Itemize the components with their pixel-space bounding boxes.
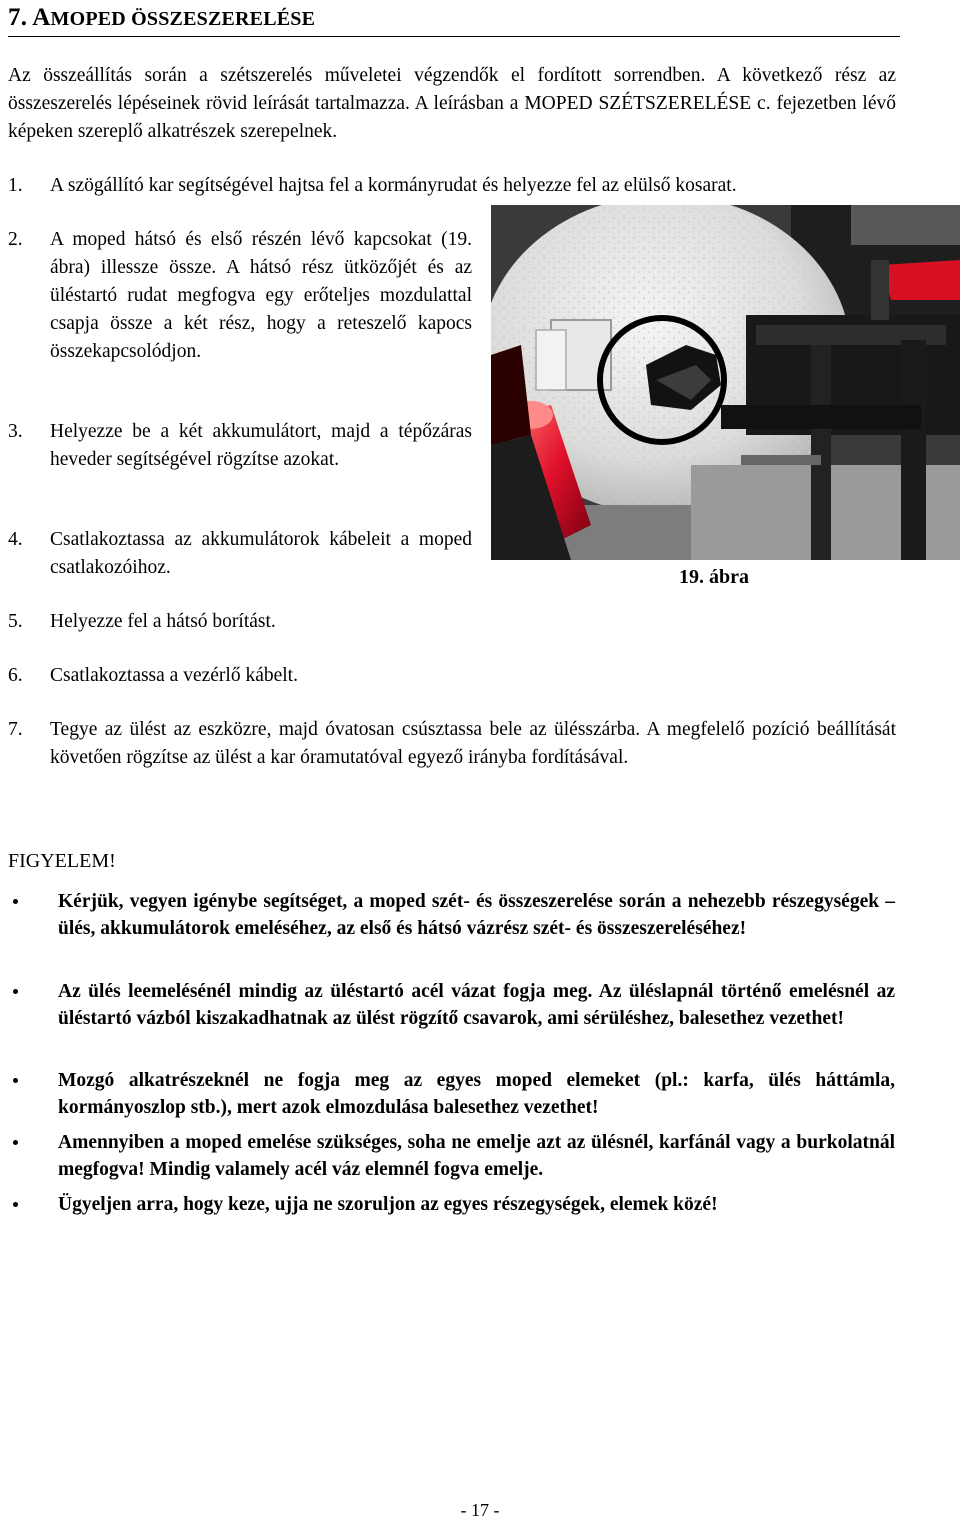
- bullet-text: Amennyiben a moped emelése szükséges, soha ne emelje azt az ülésnél, karfánál vagy a burkolatnál megfogva! Mindig valamely acél váz elemnél fogva emelje.: [58, 1132, 895, 1180]
- step-5: [0, 608, 472, 636]
- step-text: A szögállító kar segítségével hajtsa fel a kormányrudat és helyezze fel az elülső kosarat.: [50, 175, 737, 196]
- bullet-text: Mozgó alkatrészeknél ne fogja meg az egyes moped elemeket (pl.: karfa, ülés háttámla, kormányoszlop stb.), mert azok elmozdulása balesethez vezethet!: [58, 1070, 895, 1118]
- bullet-text: Ügyeljen arra, hogy keze, ujja ne szoruljon az egyes részegységek, elemek közé!: [58, 1194, 718, 1215]
- moped-clip-photo: [491, 205, 960, 560]
- bullet-text: Az ülés leemelésénél mindig az üléstartó acél vázat fogja meg. Az üléslapnál történő emelésnél az üléstartó vázból kiszakadhatnak az ülést rögzítő csavarok, ami sérüléshez, balesethez vezethet!: [58, 981, 895, 1029]
- intro-paragraph: Az összeállítás során a szétszerelés műveletei végzendők el fordított sorrendben. A következő rész az összeszerelés lépéseinek rövid leírását tartalmazza. A leírásban a MOPED SZÉTSZERELÉSE c. fejezetben lévő képeken szereplő alkatrészek szerepelnek.: [8, 65, 896, 142]
- warning-bullet: [0, 1129, 960, 1183]
- figure-19-photo: [491, 205, 960, 560]
- step-text: A moped hátsó és első részén lévő kapcsokat (19. ábra) illessze össze. A hátsó rész ütközőjét és az üléstartó rudat megfogva egy erőteljes mozdulattal csapja össze a két rész, hogy a reteszelő kapocs összekapcsolódjon.: [50, 229, 472, 362]
- step-text: Csatlakoztassa a vezérlő kábelt.: [50, 665, 298, 686]
- step-number: 2.: [8, 229, 23, 250]
- chapter-title: [8, 4, 900, 37]
- step-number: 4.: [8, 529, 23, 550]
- step-text: Helyezze fel a hátsó borítást.: [50, 611, 276, 632]
- step-7: [0, 716, 896, 772]
- warning-heading: FIGYELEM!: [8, 850, 116, 872]
- bullet-dot: [0, 888, 58, 942]
- warning-bullet: [0, 978, 960, 1032]
- chapter-number: 7.: [8, 4, 28, 31]
- figure-caption: 19. ábra: [679, 566, 749, 588]
- step-3: [0, 418, 472, 474]
- chapter-title-initial: A: [32, 4, 51, 31]
- step-1: [0, 172, 896, 200]
- bullet-dot: [0, 1129, 58, 1183]
- step-2: [0, 226, 472, 366]
- bullet-dot: [0, 1067, 58, 1121]
- step-text: Tegye az ülést az eszközre, majd óvatosan csúsztassa bele az ülésszárba. A megfelelő pozíció beállítását követően rögzítse az ülést a kar óramutatóval egyező irányba fordításával.: [50, 719, 896, 768]
- step-6: [0, 662, 472, 690]
- step-text: Csatlakoztassa az akkumulátorok kábeleit a moped csatlakozóihoz.: [50, 529, 472, 578]
- chapter-title-rest: MOPED ÖSSZESZERELÉSE: [50, 8, 316, 30]
- bullet-dot: [0, 1191, 58, 1218]
- step-number: 3.: [8, 421, 23, 442]
- step-text: Helyezze be a két akkumulátort, majd a tépőzáras heveder segítségével rögzítse azokat.: [50, 421, 472, 470]
- step-number: 7.: [8, 719, 23, 740]
- step-number: 6.: [8, 665, 23, 686]
- warning-bullet: [0, 1067, 960, 1121]
- step-number: 1.: [8, 175, 23, 196]
- warning-bullet: [0, 1191, 960, 1218]
- page-number: - 17 -: [460, 1500, 500, 1520]
- warning-bullet: [0, 888, 960, 942]
- bullet-text: Kérjük, vegyen igénybe segítséget, a moped szét- és összeszerelése során a nehezebb részegységek – ülés, akkumulátorok emeléséhez, az első és hátsó vázrész szét- és összeszereléséhez!: [58, 891, 895, 939]
- bullet-dot: [0, 978, 58, 1032]
- step-4: [0, 526, 472, 582]
- step-number: 5.: [8, 611, 23, 632]
